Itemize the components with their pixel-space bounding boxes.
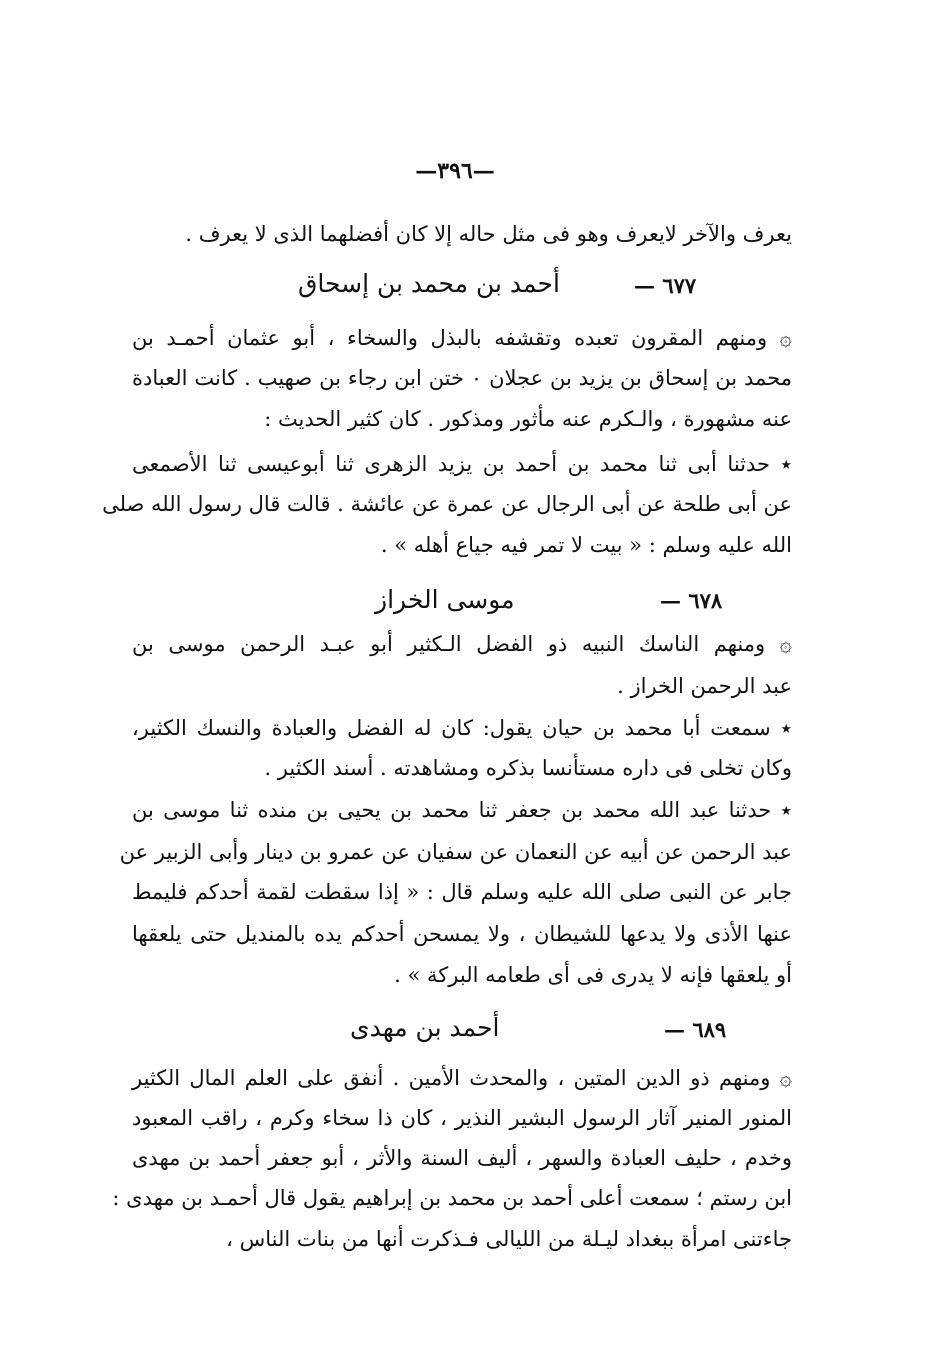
text-line: عبد الرحمن الخراز . bbox=[617, 674, 792, 698]
text-line: ٭ حدثنا عبد الله محمد بن جعفر ثنا محمد بن يحيى بن منده ثنا موسى بن bbox=[132, 798, 792, 822]
text-line: أو يلعقها فإنه لا يدرى فى أى طعامه البركة » . bbox=[394, 963, 792, 987]
text-line: ۞ ومنهم المقرون تعبده وتقشفه بالبذل والسخاء ، أبو عثمان أحمـد بن bbox=[132, 326, 792, 350]
entry-number: ٦٧٧ — bbox=[634, 273, 697, 298]
text-line: ٭ سمعت أبا محمد بن حيان يقول: كان له الفضل والعبادة والنسك الكثير، bbox=[132, 716, 792, 740]
entry-heading: موسى الخراز bbox=[375, 585, 515, 614]
text-line: جاءتنى امرأة ببغداد ليـلة من الليالى فـذكرت أنها من بنات الناس ، bbox=[226, 1227, 792, 1251]
text-line: عنها الأذى ولا يدعها للشيطان ، ولا يمسحن أحدكم يده بالمنديل حتى يلعقها bbox=[132, 922, 792, 946]
text-line: ٭ حدثنا أبى ثنا محمد بن أحمد بن يزيد الزهرى ثنا أبوعيسى ثنا الأصمعى bbox=[132, 452, 792, 476]
text-line: عبد الرحمن عن أبيه عن النعمان عن سفيان عن عمرو بن دينار وأبى الزبير عن bbox=[119, 840, 792, 864]
text-line: عن أبى طلحة عن أبى الرجال عن عمرة عن عائشة . قالت قال رسول الله صلى bbox=[102, 492, 792, 516]
text-line: وخدم ، حليف العبادة والسهر ، أليف السنة والأثر ، أبو جعفر أحمد بن مهدى bbox=[132, 1146, 792, 1170]
text-line: محمد بن إسحاق بن يزيد بن عجلان ٠ ختن ابن رجاء بن صهيب . كانت العبادة bbox=[132, 366, 793, 390]
text-line: وكان تخلى فى داره مستأنسا بذكره ومشاهدته . أسند الكثير . bbox=[264, 756, 792, 780]
entry-number: ٦٧٨ — bbox=[660, 588, 723, 613]
text-line: المنور المنير آثار الرسول البشير النذير ، كان ذا سخاء وكرم ، راقب المعبود bbox=[132, 1106, 792, 1130]
text-line: ۞ ومنهم الناسك النبيه ذو الفضل الـكثير أبو عبـد الرحمن موسى بن bbox=[132, 632, 792, 656]
entry-number: ٦٨٩ — bbox=[664, 1017, 727, 1042]
text-line: جابر عن النبى صلى الله عليه وسلم قال : « إذا سقطت لقمة أحدكم فليمط bbox=[132, 880, 792, 904]
page-number: —٣٩٦— bbox=[415, 158, 495, 184]
text-line: ابن رستم ؛ سمعت أعلى أحمد بن محمد بن إبراهيم يقول قال أحمـد بن مهدى : bbox=[112, 1186, 792, 1210]
text-line: عنه مشهورة ، والـكرم عنه مأثور ومذكور . كان كثير الحديث : bbox=[264, 407, 792, 431]
text-line: يعرف والآخر لايعرف وهو فى مثل حاله إلا كان أفضلهما الذى لا يعرف . bbox=[185, 222, 792, 246]
text-line: ۞ ومنهم ذو الدين المتين ، والمحدث الأمين . أنفق على العلم المال الكثير bbox=[132, 1066, 792, 1090]
entry-heading: أحمد بن محمد بن إسحاق bbox=[298, 269, 560, 298]
text-line: الله عليه وسلم : « بيت لا تمر فيه جياع أهله » . bbox=[380, 533, 792, 557]
entry-heading: أحمد بن مهدى bbox=[350, 1013, 500, 1042]
